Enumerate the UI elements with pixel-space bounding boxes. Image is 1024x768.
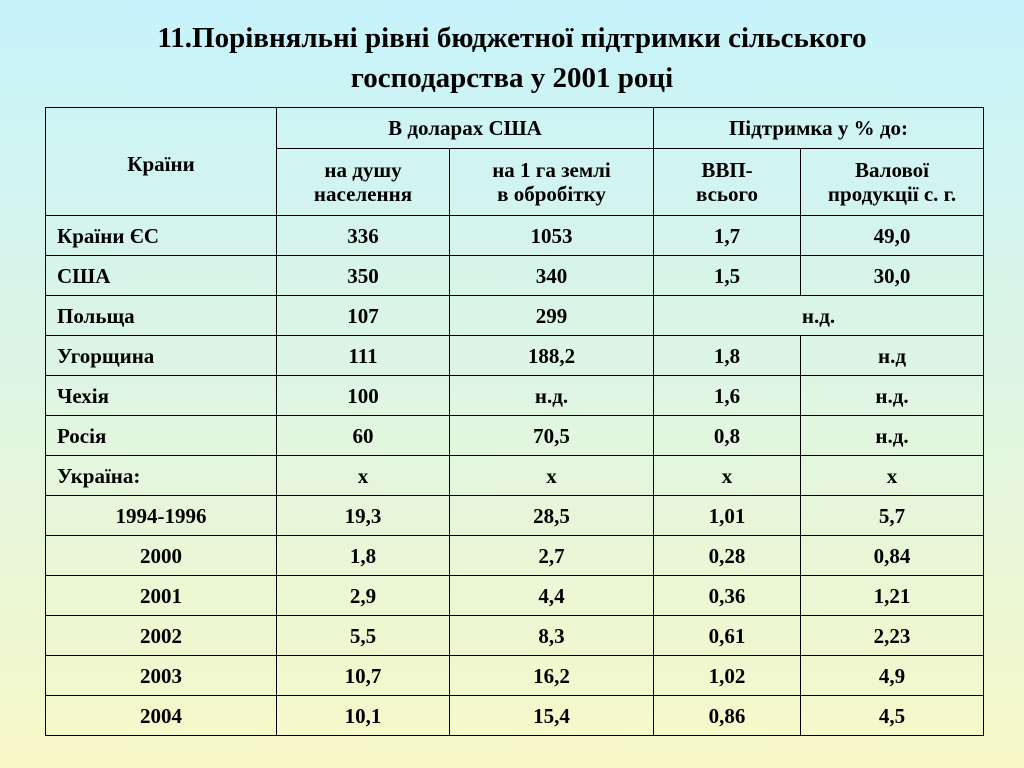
gross-cell: н.д.: [801, 376, 984, 416]
gdp-cell: х: [654, 456, 801, 496]
gross-cell: 5,7: [801, 496, 984, 536]
header-gross: [801, 149, 984, 216]
per-capita-cell: 2,9: [277, 576, 450, 616]
header-gdp-line-1: ВВП-: [701, 158, 753, 182]
per-ha-cell: 8,3: [450, 616, 654, 656]
per-ha-cell: х: [450, 456, 654, 496]
country-cell: Країни ЄС: [46, 216, 277, 256]
table-row: [46, 456, 984, 496]
gross-cell: х: [801, 456, 984, 496]
gross-cell: 30,0: [801, 256, 984, 296]
per-ha-cell: 70,5: [450, 416, 654, 456]
header-per-ha-line-1: на 1 га землі: [492, 158, 611, 182]
table-row: [46, 216, 984, 256]
header-per-capita-line-2: населення: [313, 182, 413, 206]
header-row-1: [46, 108, 984, 149]
header-per-capita: [277, 149, 450, 216]
country-cell: Угорщина: [46, 336, 277, 376]
per-capita-cell: 350: [277, 256, 450, 296]
table-row: [46, 336, 984, 376]
per-capita-cell: 111: [277, 336, 450, 376]
slide-title-line-2: господарства у 2001 році: [350, 62, 674, 94]
budget-support-table: [45, 107, 984, 736]
table-row: [46, 496, 984, 536]
country-cell: США: [46, 256, 277, 296]
table-row: [46, 296, 984, 336]
gross-cell: 0,84: [801, 536, 984, 576]
gdp-cell: 1,6: [654, 376, 801, 416]
header-per-ha-line-2: в обробітку: [497, 182, 606, 206]
per-capita-cell: 10,1: [277, 696, 450, 736]
year-cell: 2002: [46, 616, 277, 656]
table-row: [46, 616, 984, 656]
gdp-cell: 1,02: [654, 656, 801, 696]
year-cell: 2000: [46, 536, 277, 576]
per-ha-cell: 4,4: [450, 576, 654, 616]
country-cell: Україна:: [46, 456, 277, 496]
table-row: [46, 536, 984, 576]
header-gross-line-2: продукції с. г.: [827, 182, 957, 206]
gdp-cell: 0,36: [654, 576, 801, 616]
header-per-capita-line-1: на душу: [324, 158, 402, 182]
country-cell: Польща: [46, 296, 277, 336]
table-row: [46, 696, 984, 736]
year-cell: 2004: [46, 696, 277, 736]
per-ha-cell: 299: [450, 296, 654, 336]
gross-cell: 4,9: [801, 656, 984, 696]
per-capita-cell: 336: [277, 216, 450, 256]
gdp-cell: 1,01: [654, 496, 801, 536]
table-row: [46, 376, 984, 416]
slide-title: [0, 18, 1024, 98]
per-ha-cell: 2,7: [450, 536, 654, 576]
header-per-ha: [450, 149, 654, 216]
per-ha-cell: 340: [450, 256, 654, 296]
year-cell: 1994-1996: [46, 496, 277, 536]
per-capita-cell: 10,7: [277, 656, 450, 696]
per-ha-cell: 1053: [450, 216, 654, 256]
table-row: [46, 656, 984, 696]
per-ha-cell: н.д.: [450, 376, 654, 416]
gross-cell: 49,0: [801, 216, 984, 256]
country-cell: Чехія: [46, 376, 277, 416]
header-countries: Країни: [46, 108, 277, 216]
per-capita-cell: 60: [277, 416, 450, 456]
gdp-cell: 0,28: [654, 536, 801, 576]
gdp-cell: 0,61: [654, 616, 801, 656]
gdp-cell: 1,7: [654, 216, 801, 256]
per-ha-cell: 16,2: [450, 656, 654, 696]
gdp-cell: 0,8: [654, 416, 801, 456]
per-capita-cell: 1,8: [277, 536, 450, 576]
header-pct-group: Підтримка у % до:: [654, 108, 984, 149]
year-cell: 2001: [46, 576, 277, 616]
per-ha-cell: 15,4: [450, 696, 654, 736]
header-gross-line-1: Валової: [855, 158, 929, 182]
country-cell: Росія: [46, 416, 277, 456]
gross-cell: н.д: [801, 336, 984, 376]
gdp-cell: 0,86: [654, 696, 801, 736]
per-capita-cell: х: [277, 456, 450, 496]
slide-title-line-1: 11.Порівняльні рівні бюджетної підтримки сільського: [157, 22, 867, 54]
per-ha-cell: 28,5: [450, 496, 654, 536]
header-gdp-line-2: всього: [695, 182, 759, 206]
per-ha-cell: 188,2: [450, 336, 654, 376]
gross-cell: 4,5: [801, 696, 984, 736]
table-row: [46, 576, 984, 616]
header-gdp: [654, 149, 801, 216]
merged-no-data-cell: н.д.: [654, 296, 984, 336]
per-capita-cell: 19,3: [277, 496, 450, 536]
per-capita-cell: 5,5: [277, 616, 450, 656]
per-capita-cell: 107: [277, 296, 450, 336]
gross-cell: н.д.: [801, 416, 984, 456]
per-capita-cell: 100: [277, 376, 450, 416]
table-row: [46, 416, 984, 456]
gross-cell: 1,21: [801, 576, 984, 616]
header-usd-group: В доларах США: [277, 108, 654, 149]
gdp-cell: 1,5: [654, 256, 801, 296]
gross-cell: 2,23: [801, 616, 984, 656]
gdp-cell: 1,8: [654, 336, 801, 376]
year-cell: 2003: [46, 656, 277, 696]
table-row: [46, 256, 984, 296]
